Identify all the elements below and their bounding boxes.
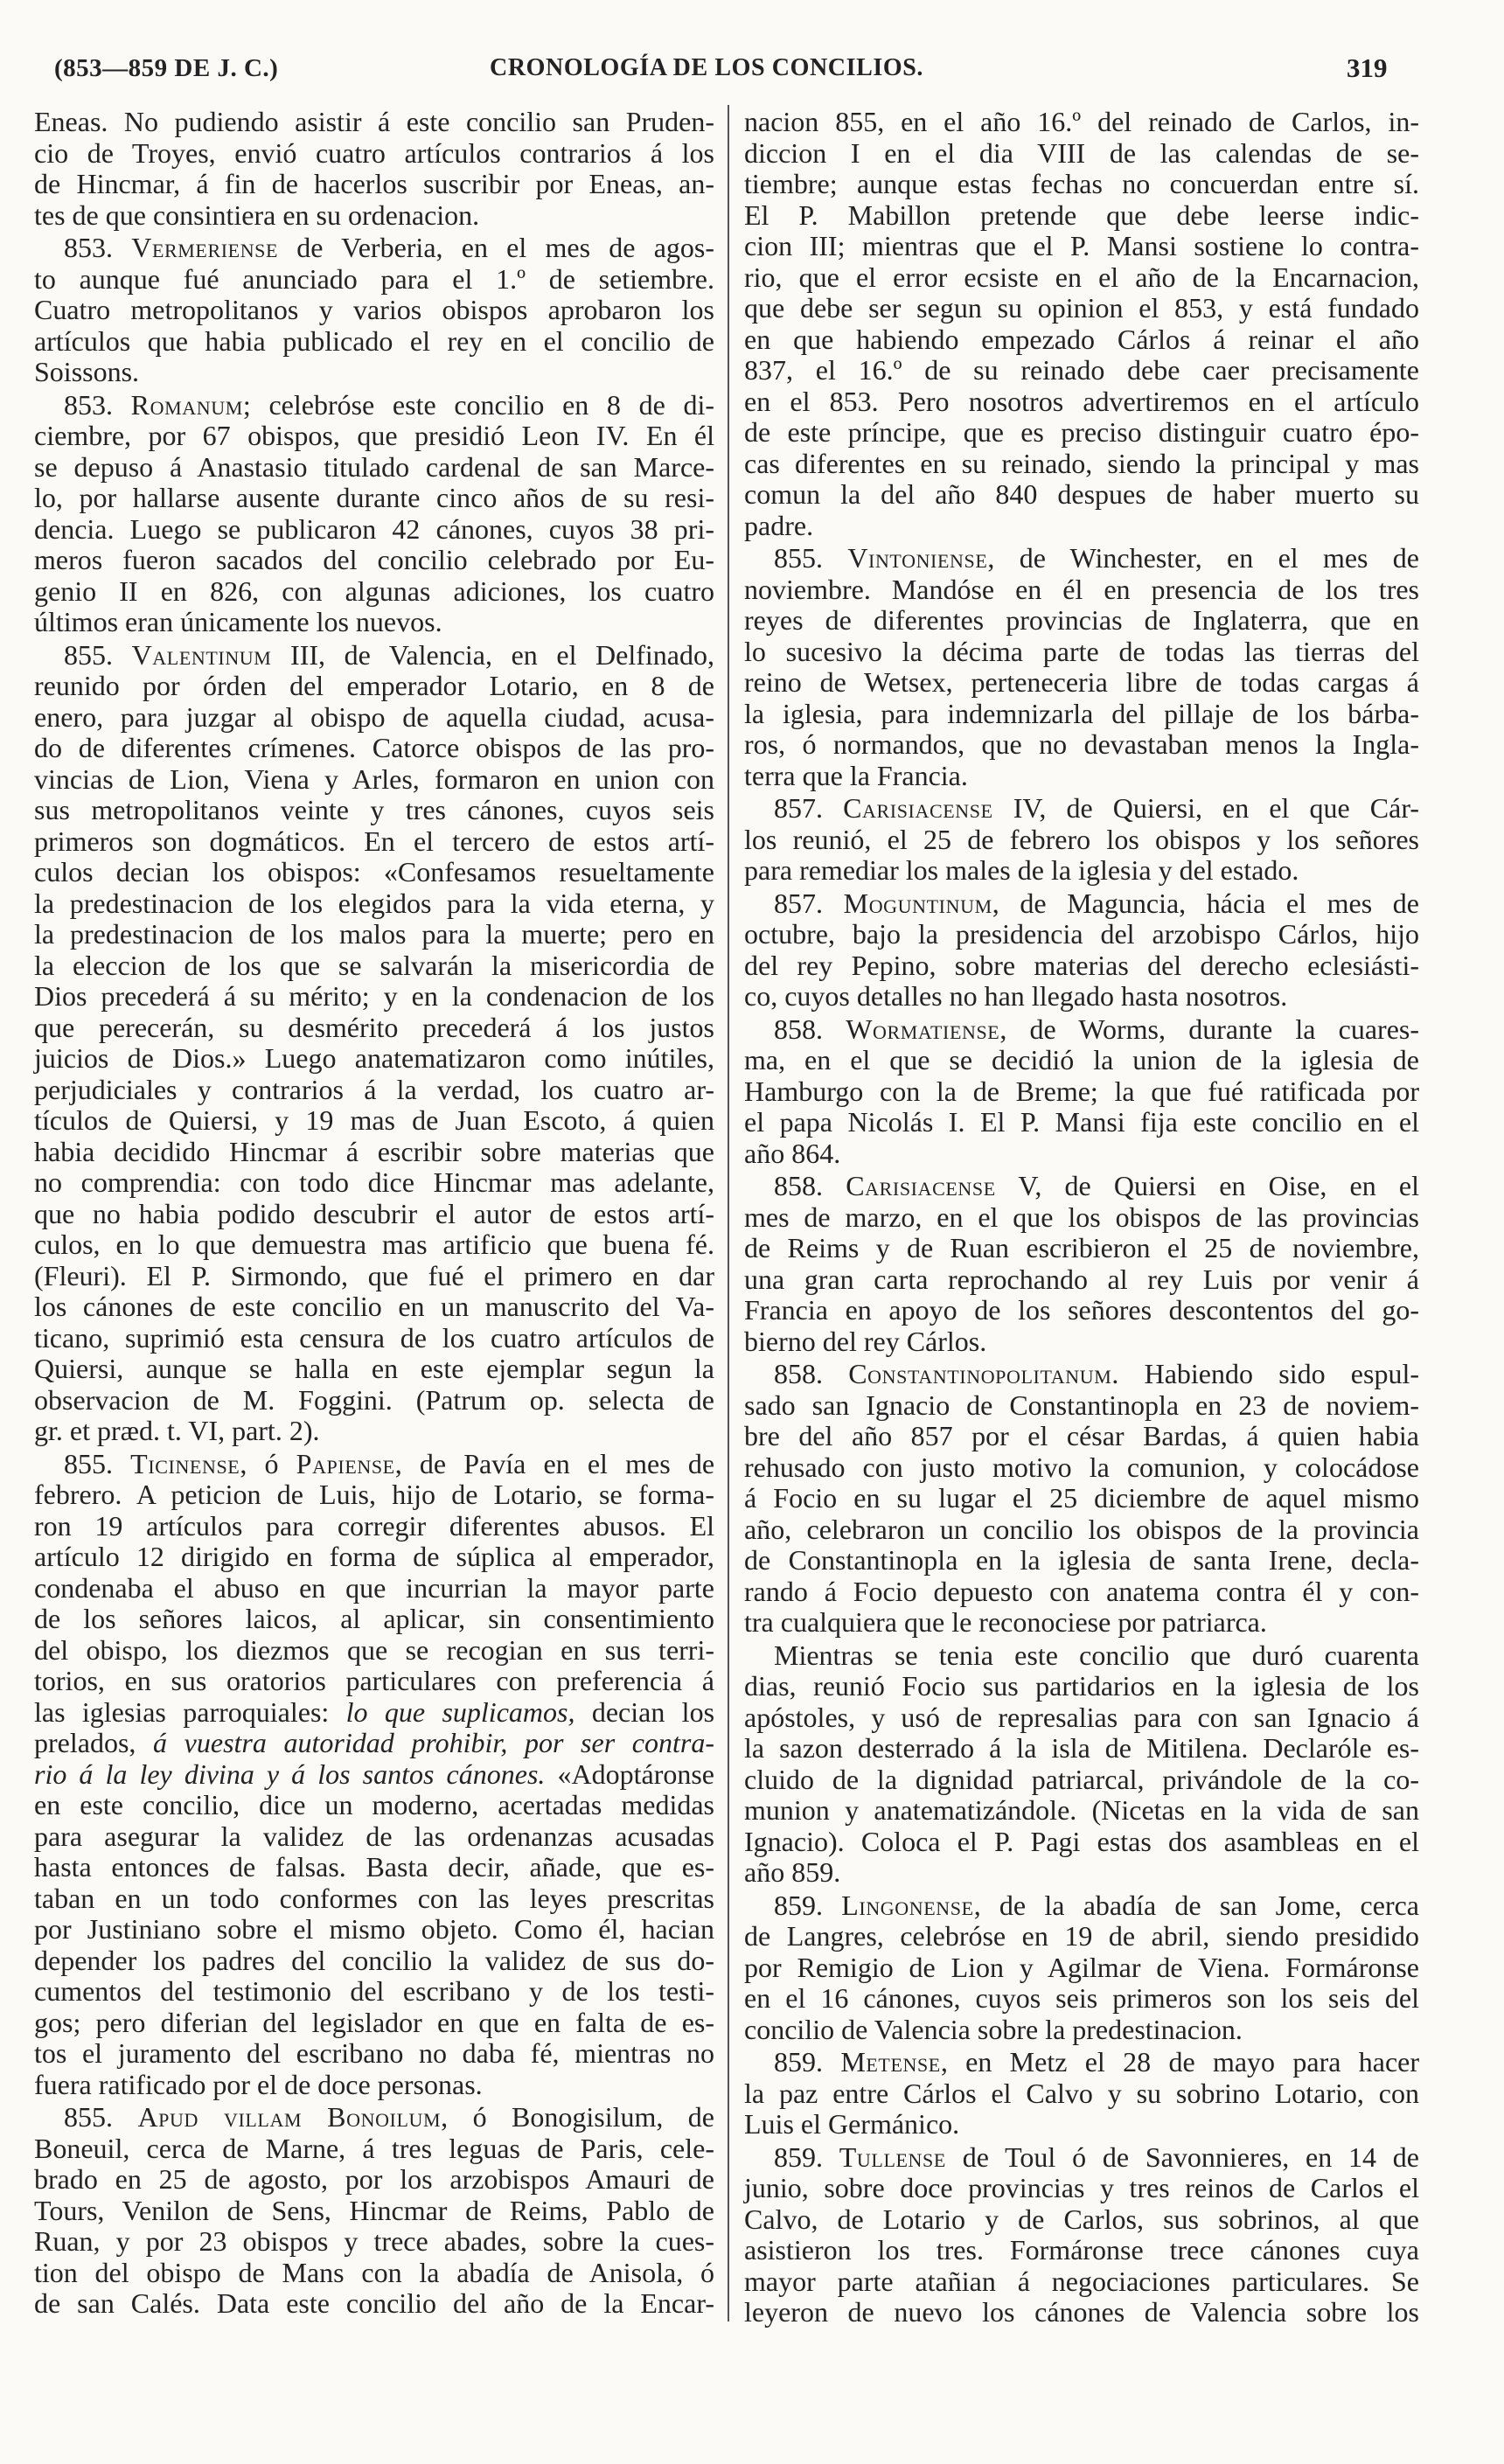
text-line: sus metropolitanos veinte y tres cánones, cuyos seis <box>34 794 714 825</box>
text-segment: 855. <box>64 1447 131 1479</box>
text-line: ros, ó normandos, que no devastaban menos la Ingla- <box>744 728 1419 760</box>
text-line: brado en 25 de agosto, por los arzobispos Amauri de <box>34 2163 714 2195</box>
text-line: perjudiciales y contrarios á la verdad, los cuatro ar- <box>34 1073 714 1105</box>
text-line: do de diferentes crímenes. Catorce obispos de las pro- <box>34 732 714 763</box>
text-segment: , en Metz el 28 de mayo para hacer <box>940 2046 1420 2078</box>
text-line: los cánones de este concilio en un manuscrito del Va- <box>34 1291 714 1322</box>
paragraph <box>744 543 1419 791</box>
text-line: últimos eran únicamente los nuevos. <box>34 606 442 637</box>
paragraph <box>34 233 714 388</box>
text-segment: , de Maguncia, hácia el mes de <box>992 887 1420 919</box>
text-line: primeros son dogmáticos. En el tercero de estos artí- <box>34 825 714 857</box>
text-line: (Fleuri). El P. Sirmondo, que fué el primero en dar <box>34 1259 714 1291</box>
text-line: en el 853. Pero nosotros advertiremos en el artículo <box>744 385 1419 417</box>
paragraph <box>744 1640 1419 1889</box>
text-segment: 858. <box>774 1170 846 1201</box>
text-line: no comprendia: con todo dice Hincmar mas adelante, <box>34 1166 714 1198</box>
text-line: tion del obispo de Mans con la abadía de Anisola, ó <box>34 2256 714 2288</box>
paragraph <box>34 2102 714 2320</box>
text-line: comun la del año 840 despues de haber muerto su <box>744 478 1419 510</box>
text-line: juicios de Dios.» Luego anatematizaron como inútiles, <box>34 1042 714 1074</box>
text-line: observacion de M. Foggini. (Patrum op. selecta de <box>34 1383 714 1416</box>
text-line <box>744 1890 1419 1922</box>
paragraph <box>744 107 1419 541</box>
council-name: Papiense <box>296 1447 395 1479</box>
text-segment: 855. <box>774 542 848 574</box>
text-line: munion y anatematizándole. (Nicetas en la vida de san <box>744 1794 1419 1826</box>
council-name: Constantinopolitanum <box>848 1358 1112 1389</box>
text-line <box>744 793 1419 825</box>
text-segment: 859. <box>774 1889 842 1921</box>
text-line: enero, para juzgar al obispo de aquella ciudad, acusa- <box>34 700 714 733</box>
paragraph <box>744 888 1419 1013</box>
council-name: Vintoniense <box>847 542 988 574</box>
text-line: Boneuil, cerca de Marne, á tres leguas de Paris, cele- <box>34 2132 714 2164</box>
council-name: Valentinum <box>131 638 272 671</box>
text-line: rando á Focio depuesto con anatema contra él y con- <box>744 1575 1419 1607</box>
text-line: febrero. A peticion de Luis, hijo de Lotario, se forma- <box>34 1479 714 1510</box>
text-line <box>744 2142 1419 2174</box>
text-line: mes de marzo, en el que los obispos de las provincias <box>744 1201 1419 1233</box>
text-line <box>34 1697 714 1729</box>
text-segment: 859. <box>774 2046 841 2078</box>
text-line: de san Calés. Data este concilio del año de la Encar- <box>34 2287 714 2319</box>
text-segment: III, de Valencia, en el Delfinado, <box>271 638 715 671</box>
text-line: de Constantinopla en la iglesia de santa Irene, decla- <box>744 1544 1419 1576</box>
text-line: Eneas. No pudiendo asistir á este concilio san Pruden- <box>34 106 714 137</box>
text-segment: 858. <box>774 1013 846 1045</box>
text-line: bierno del rey Cárlos. <box>744 1325 987 1357</box>
text-segment: las iglesias parroquiales: <box>34 1695 346 1728</box>
text-line: año 859. <box>744 1856 841 1888</box>
text-line: cumentos del testimonio del escribano y de los testi- <box>34 1975 714 2007</box>
text-line: terra que la Francia. <box>744 759 968 791</box>
text-line: cas diferentes en su reinado, siendo la principal y mas <box>744 447 1419 479</box>
council-name: Wormatiense <box>846 1013 1000 1045</box>
paragraph <box>744 793 1419 887</box>
text-line: gos; pero diferian del legislador en que en falta de es- <box>34 2006 714 2038</box>
text-line: del rey Pepino, sobre materias del derecho eclesiásti- <box>744 949 1419 981</box>
text-line: concilio de Valencia sobre la predestinacion. <box>744 2013 1243 2045</box>
paragraph <box>744 1171 1419 1357</box>
text-line: taban en un todo conformes con las leyes prescritas <box>34 1882 714 1914</box>
text-line: los reunió, el 25 de febrero los obispos y los señores <box>744 823 1419 855</box>
text-line: de Reims y de Ruan escribieron el 25 de noviembre, <box>744 1232 1419 1263</box>
text-line: lo sucesivo la décima parte de todas las tierras del <box>744 635 1419 667</box>
text-line: la eleccion de los que se salvarán la misericordia de <box>34 949 714 981</box>
text-line: se depuso á Anastasio titulado cardenal de san Marce- <box>34 450 714 483</box>
text-segment: 855. <box>64 638 132 671</box>
text-line: reino de Wetsex, perteneceria libre de todas cargas á <box>744 666 1419 698</box>
text-line: por Justiniano sobre el mismo objeto. Como él, hacian <box>34 1913 714 1945</box>
text-line: ma, en el que se decidió la union de la iglesia de <box>744 1044 1419 1075</box>
text-line <box>744 1014 1419 1046</box>
text-line: genio II en 826, con algunas adiciones, los cuatro <box>34 574 714 607</box>
text-line: de los señores laicos, al aplicar, sin consentimiento <box>34 1603 714 1634</box>
text-line: padre. <box>744 509 814 541</box>
text-line: Hamburgo con la de Breme; la que fué ratificada por <box>744 1075 1419 1107</box>
text-line: octubre, bajo la presidencia del arzobispo Cárlos, hijo <box>744 918 1419 950</box>
text-line: en este concilio, dice un moderno, acertadas medidas <box>34 1789 714 1820</box>
text-line: co, cuyos detalles no han llegado hasta nosotros. <box>744 980 1288 1012</box>
text-line: Francia en apoyo de los señores descontentos del go- <box>744 1294 1419 1326</box>
text-line <box>744 2047 1419 2078</box>
text-line: la paz entre Cárlos el Calvo y su sobrino Lotario, con <box>744 2077 1419 2109</box>
running-head-title: CRONOLOGÍA DE LOS CONCILIOS. <box>490 54 924 81</box>
text-line: asistieron los tres. Formáronse trece cánones cuya <box>744 2234 1419 2266</box>
text-line: tiembre; aunque estas fechas no concuerdan entre sí. <box>744 168 1419 199</box>
text-line: cluido de la dignidad patriarcal, privándole de la co- <box>744 1763 1419 1795</box>
paragraph <box>744 1014 1419 1170</box>
column-divider <box>728 105 729 2321</box>
text-line: artículos que habia publicado el rey en el concilio de <box>34 324 714 357</box>
paragraph <box>744 2142 1419 2328</box>
text-line: en el 16 cánones, cuyos seis primeros son los seis del <box>744 1982 1419 2014</box>
text-segment: , ó <box>240 1447 296 1479</box>
text-line: El P. Mabillon pretende que debe leerse indic- <box>744 198 1419 231</box>
council-name: Romanum <box>130 388 243 421</box>
text-line: tes de que consintiera en su ordenacion. <box>34 198 480 231</box>
text-line: Ignacio). Coloca el P. Pagi estas dos asambleas en el <box>744 1825 1419 1857</box>
text-line: que debe ser segun su opinion el 853, y está fundado <box>744 292 1419 324</box>
text-line: Soissons. <box>34 356 140 387</box>
paragraph <box>34 107 714 231</box>
text-line: el papa Nicolás I. El P. Mansi fija este concilio en el <box>744 1106 1419 1138</box>
text-line: leyeron de nuevo los cánones de Valencia sobre los <box>744 2296 1419 2328</box>
text-line: que no habia podido descubrir el autor de estos artí- <box>34 1197 714 1229</box>
text-line: 837, el 16.º de su reinado debe caer precisamente <box>744 354 1419 386</box>
text-segment: , ó Bonogisilum, de <box>441 2101 715 2133</box>
text-line: gr. et præd. t. VI, part. 2). <box>34 1415 320 1446</box>
text-segment: 855. <box>64 2101 138 2133</box>
council-name: Ticinense <box>130 1447 240 1479</box>
paragraph <box>744 1890 1419 2046</box>
italic-text: lo que suplicamos, <box>345 1695 575 1728</box>
text-segment: V, de Quiersi en Oise, en el <box>995 1170 1420 1201</box>
text-segment: . Habiendo sido espul- <box>1111 1358 1420 1389</box>
text-line: meros fueron sacados del concilio celebrado por Eu- <box>34 544 714 575</box>
text-line: vincias de Lion, Viena y Arles, formaron en union con <box>34 762 714 795</box>
text-line: de Langres, celebróse en 19 de abril, siendo presidido <box>744 1920 1419 1952</box>
text-line: una gran carta reprochando al rey Luis por venir á <box>744 1263 1419 1295</box>
text-line: tos el juramento del escribano no daba fé, mientras no <box>34 2037 714 2069</box>
council-name: Carisiacense <box>846 1170 996 1201</box>
text-segment: , de la abadía de san Jome, cerca <box>973 1889 1420 1921</box>
text-line: rio, que el error ecsiste en el año de la Encarnacion, <box>744 261 1419 293</box>
text-segment: 857. <box>774 792 844 824</box>
text-line <box>34 1759 714 1791</box>
text-line: por Remigio de Lion y Agilmar de Viena. Formáronse <box>744 1951 1419 1983</box>
right-column <box>744 107 1419 2328</box>
text-line <box>744 888 1419 920</box>
text-line: nacion 855, en el año 16.º del reinado de Carlos, in- <box>744 106 1419 137</box>
text-line: año 864. <box>744 1137 841 1169</box>
text-line: Mientras se tenia este concilio que duró cuarenta <box>774 1639 1419 1671</box>
text-line: año, celebraron un concilio los obispos de la provincia <box>744 1513 1419 1545</box>
text-line: reunido por órden del emperador Lotario, en 8 de <box>34 670 714 701</box>
text-segment: , de Winchester, en el mes de <box>987 542 1420 574</box>
left-column <box>34 107 714 2320</box>
text-line: cion III; mientras que el P. Mansi sostiene lo contra- <box>744 230 1419 261</box>
text-line: noviembre. Mandóse en él en presencia de los tres <box>744 573 1419 605</box>
paragraph <box>34 1449 714 2101</box>
paragraph <box>34 640 714 1447</box>
text-line: Calvo, de Lotario y de Carlos, sus sobrinos, al que <box>744 2203 1419 2235</box>
council-name: Tullense <box>839 2140 946 2173</box>
text-line <box>34 2102 714 2133</box>
text-line: del obispo, los diezmos que se recogian en sus terri- <box>34 1633 714 1666</box>
text-line: artículo 12 dirigido en forma de súplica al emperador, <box>34 1541 714 1572</box>
text-line: á Focio en su lugar el 25 diciembre de aquel mismo <box>744 1482 1419 1514</box>
council-name: Lingonense <box>841 1889 974 1921</box>
text-line: que perecerán, su desmérito precederá á los justos <box>34 1011 714 1043</box>
text-line: tículos de Quiersi, y 19 mas de Juan Escoto, á quien <box>34 1104 714 1136</box>
text-line <box>34 233 714 264</box>
text-line: fuera ratificado por el de doce personas. <box>34 2068 483 2100</box>
text-line: lo, por hallarse ausente durante cinco años de su resi- <box>34 482 714 513</box>
text-segment: 857. <box>774 887 844 919</box>
text-line: rehusado con justo motivo la comunion, y colocádose <box>744 1451 1419 1483</box>
text-line: bre del año 857 por el césar Bardas, á quien habia <box>744 1420 1419 1451</box>
text-line: hasta entonces de falsas. Basta decir, añade, que es- <box>34 1851 714 1883</box>
text-segment: decian los <box>574 1695 715 1728</box>
text-line: tra cualquiera que le reconociese por patriarca. <box>744 1606 1267 1638</box>
text-line <box>34 390 714 421</box>
text-segment: prelados, <box>34 1727 154 1758</box>
text-segment: , de Pavía en el mes de <box>394 1447 715 1479</box>
text-line: Quiersi, aunque se halla en este ejemplar segun la <box>34 1353 714 1384</box>
text-line: Luis el Germánico. <box>744 2108 960 2140</box>
text-line <box>744 1359 1419 1390</box>
text-segment: de Verberia, en el mes de agos- <box>278 232 715 263</box>
text-line <box>744 1171 1419 1202</box>
text-line: Dios precederá á su mérito; y en la condenacion de los <box>34 980 714 1012</box>
text-segment: de Toul ó de Savonnieres, en 14 de <box>945 2140 1419 2173</box>
text-line: apóstoles, y usó de represalias para con san Ignacio á <box>744 1701 1419 1733</box>
text-line: culos decian los obispos: «Confesamos resueltamente <box>34 856 714 887</box>
text-line: la sazon desterrado á la isla de Mitilena. Declaróle es- <box>744 1732 1419 1764</box>
text-line: de Hincmar, á fin de hacerlos suscribir por Eneas, an- <box>34 168 714 199</box>
text-line: reyes de diferentes provincias de Inglaterra, que en <box>744 604 1419 636</box>
text-line: depender los padres del concilio la validez de sus do- <box>34 1944 714 1976</box>
text-segment: 853. <box>64 232 132 263</box>
text-line: Tours, Venilon de Sens, Hincmar de Reims, Pablo de <box>34 2194 714 2226</box>
paragraph <box>34 390 714 638</box>
text-line: Ruan, y por 23 obispos y trece abades, sobre la cues- <box>34 2225 714 2257</box>
italic-text: á vuestra autoridad prohibir, por ser contra- <box>153 1727 715 1758</box>
text-line: junio, sobre doce provincias y tres reinos de Carlos el <box>744 2172 1419 2203</box>
text-segment: ; celebróse este concilio en 8 de di- <box>242 388 715 421</box>
text-line: para asegurar la validez de las ordenanzas acusadas <box>34 1820 714 1852</box>
italic-text: rio á la ley divina y á los santos cánones. <box>34 1758 546 1790</box>
text-line: de este príncipe, que es preciso distinguir cuatro épo- <box>744 416 1419 448</box>
text-line: ciembre, por 67 obispos, que presidió Leon IV. En él <box>34 420 714 451</box>
paragraph <box>744 1359 1419 1639</box>
text-line: para remediar los males de la iglesia y del estado. <box>744 854 1299 886</box>
text-line: cio de Troyes, envió cuatro artículos contrarios á los <box>34 136 714 169</box>
text-line: mayor parte atañian á negociaciones particulares. Se <box>744 2265 1419 2297</box>
council-name: Metense <box>840 2046 941 2078</box>
text-line <box>34 640 714 672</box>
text-segment: IV, de Quiersi, en el que Cár- <box>992 792 1420 824</box>
text-line: condenaba el abuso en que incurrian la mayor parte <box>34 1571 714 1604</box>
council-name: Moguntinum <box>843 887 992 919</box>
text-segment: 859. <box>774 2140 839 2173</box>
text-line: Cuatro metropolitanos y varios obispos aprobaron los <box>34 294 714 325</box>
text-line <box>34 1728 714 1759</box>
text-line: dencia. Luego se publicaron 42 cánones, cuyos 38 pri- <box>34 512 714 545</box>
text-line: ticano, suprimió esta censura de los cuatro artículos de <box>34 1321 714 1354</box>
text-segment: 853. <box>64 388 131 421</box>
text-line: dias, reunió Focio sus partidarios en la iglesia de los <box>744 1670 1419 1702</box>
text-line: la predestinacion de los malos para la muerte; pero en <box>34 918 714 950</box>
council-name: Apud villam Bonoilum <box>137 2101 442 2133</box>
text-line: diccion I en el dia VIII de las calendas de se- <box>744 136 1419 169</box>
text-line: torios, en sus oratorios particulares con preferencia á <box>34 1665 714 1696</box>
text-segment: , de Worms, durante la cuares- <box>999 1013 1420 1045</box>
text-line <box>34 1449 714 1480</box>
paragraph <box>744 2047 1419 2140</box>
text-line: habia decidido Hincmar á escribir sobre materias que <box>34 1135 714 1167</box>
text-line: to aunque fué anunciado para el 1.º de setiembre. <box>34 262 714 295</box>
council-name: Carisiacense <box>843 792 993 824</box>
page-number: 319 <box>1347 52 1388 83</box>
text-segment: «Adoptáronse <box>545 1758 715 1790</box>
text-line: la iglesia, para indemnizarla del pillaje de los bárba- <box>744 697 1419 729</box>
council-name: Vermeriense <box>131 232 279 263</box>
text-line: en que habiendo empezado Cárlos á reinar el año <box>744 323 1419 355</box>
text-line: la predestinacion de los elegidos para la vida eterna, y <box>34 887 714 919</box>
text-line: ron 19 artículos para corregir diferentes abusos. El <box>34 1509 714 1542</box>
text-line: culos, en lo que demuestra mas artificio que buena fé. <box>34 1229 714 1260</box>
text-line: sado san Ignacio de Constantinopla en 23 de noviem- <box>744 1389 1419 1421</box>
text-segment: 858. <box>774 1358 849 1389</box>
running-head-dates: (853—859 DE J. C.) <box>54 54 279 82</box>
text-line <box>744 543 1419 574</box>
